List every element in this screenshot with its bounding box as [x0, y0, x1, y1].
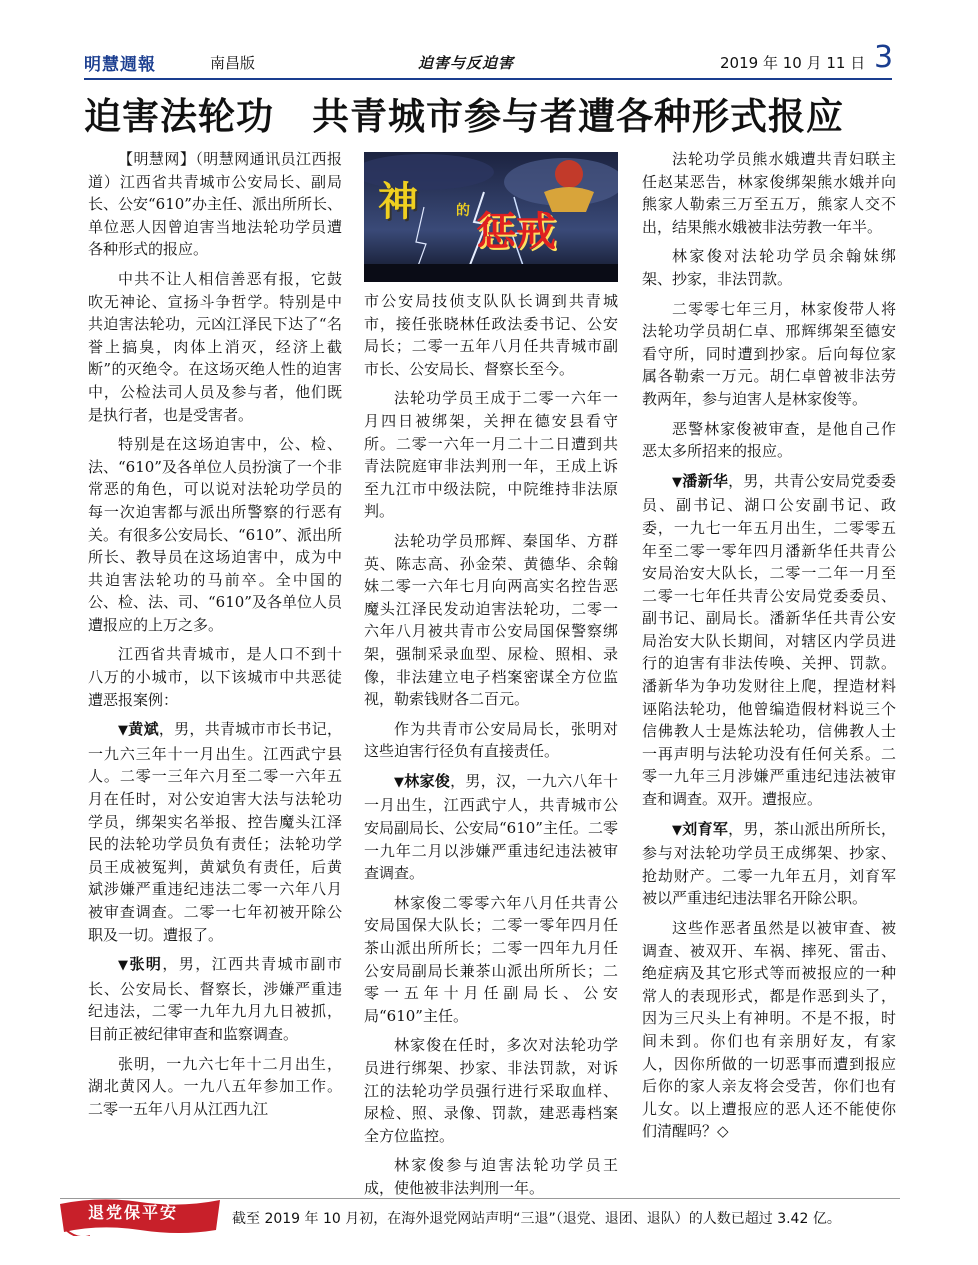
- issue-date: 2019 年 10 月 11 日: [720, 54, 866, 72]
- paragraph: 市公安局技侦支队队长调到共青城市，接任张晓林任政法委书记、公安局长；二零一五年八月任共青城市副市长、公安局长、督察长至今。: [364, 292, 618, 378]
- paragraph: [364, 770, 618, 885]
- masthead: 明慧週報: [84, 55, 156, 75]
- triangle-marker: ▼: [672, 474, 683, 490]
- article-illustration: [364, 152, 618, 282]
- paragraph-text: ，男，汉，一九六八年十一月出生，江西武宁人，共青城市公安局副局长、公安局“610”主任。二零一九年二月以涉嫌严重违纪违法被审查调查。: [364, 771, 618, 883]
- person-name: 刘育军: [682, 819, 729, 838]
- header-rule: [84, 78, 892, 80]
- page-number: 3: [874, 40, 894, 75]
- image-title-char2: 的: [456, 203, 470, 219]
- paragraph: 林家俊二零零六年八月任共青公安局国保大队长；二零一零年四月任茶山派出所所长；二零一四年九月任公安局副局长兼茶山派出所所长；二零一五年十月任副局长、公安局“610”主任。: [364, 893, 618, 1025]
- image-title-char3: 惩戒: [476, 209, 556, 255]
- paragraph: 法轮功学员王成于二零一六年一月四日被绑架，关押在德安县看守所。二零一六年一月二十二日遭到共青法院庭审非法判刑一年，王成上诉至九江市中级法院，中院维持非法原判。: [364, 389, 618, 521]
- image-title-char1: 神: [378, 179, 418, 225]
- paragraph: 二零零七年三月，林家俊带人将法轮功学员胡仁卓、邢辉绑架至德安看守所，同时遭到抄家。后向每位家属各勒索一万元。胡仁卓曾被非法劳教两年，参与迫害人是林家俊等。: [642, 299, 896, 408]
- paragraph-text: ，男，茶山派出所所长，参与对法轮功学员王成绑架、抄家、抢劫财产。二零一九年五月，刘育军被以严重违纪违法罪名开除公职。: [642, 819, 896, 908]
- paragraph: 张明，一九六七年十二月出生，湖北黄冈人。一九八五年参加工作。二零一五年八月从江西九江: [88, 1054, 342, 1118]
- paragraph: [88, 953, 342, 1045]
- paragraph: 江西省共青城市，是人口不到十八万的小城市，以下该城市中共恶徒遭恶报案例：: [88, 645, 342, 709]
- paragraph-text: ，男，共青公安局党委委员、副书记、湖口公安副书记、政委，一九七一年五月出生，二零零五年至二零一零年四月潘新华任共青公安局治安大队长，二零一二年一月至二零一七年任共青公安局党委委员、副书记、副局长。潘新华任共青公安局治安大队长期间，对辖区内学员进行的迫害有非法传唤、关押、罚款。潘新华为争功发财往上爬，捏造材料诬陷法轮功，他曾编造假材料说三个信佛教人士是炼法轮功，信佛教人士一再声明与法轮功没有任何关系。二零一九年三月涉嫌严重违纪违法被审查和调查。双开。遭报应。: [642, 471, 896, 809]
- paragraph: 【明慧网】（明慧网通讯员江西报道）江西省共青城市公安局长、副局长、公安“610”办主任、派出所所长、单位恶人因曾迫害当地法轮功学员遭各种形式的报应。: [88, 150, 342, 259]
- triangle-marker: ▼: [394, 774, 405, 790]
- article-column-1: [88, 148, 342, 1127]
- footer-note: 截至 2019 年 10 月初，在海外退党网站声明“三退”（退党、退团、退队）的人数已超过 3.42 亿。: [232, 1211, 841, 1227]
- banner-label: 退党保平安: [88, 1203, 179, 1222]
- paragraph: 中共不让人相信善恶有报，它鼓吹无神论、宣扬斗争哲学。特别是中共迫害法轮功，元凶江泽民下达了“名誉上搞臭，肉体上消灭，经济上截断”的灭绝令。在这场灭绝人性的迫害中，公检法司人员及参与者，他们既是执行者，也是受害者。: [88, 269, 342, 424]
- triangle-marker: ▼: [118, 958, 130, 974]
- person-name: 林家俊: [404, 771, 451, 790]
- paragraph: [88, 718, 342, 946]
- paragraph: 法轮功学员邢辉、秦国华、方群英、陈志高、孙金荣、黄德华、余翰妹二零一六年七月向两高实名控告恶魔头江泽民发动迫害法轮功，二零一六年八月被共青市公安局国保警察绑架，强制采录血型、尿检、照相、录像，非法建立电子档案密谋全方位监视，勒索钱财各二百元。: [364, 531, 618, 709]
- section-title: 迫害与反迫害: [418, 54, 515, 72]
- person-name: 潘新华: [682, 471, 729, 490]
- paragraph: 恶警林家俊被审查，是他自己作恶太多所招来的报应。: [642, 419, 896, 461]
- paragraph: 特别是在这场迫害中，公、检、法、“610”及各单位人员扮演了一个非常恶的角色，可以说对法轮功学员的每一次迫害都与派出所警察的行恶有关。有很多公安局长、“610”、派出所所长、教导员在这场迫害中，成为中共迫害法轮功的马前卒。全中国的公、检、法、司、“610”及各单位人员遭报应的上万之多。: [88, 435, 342, 634]
- article-headline: 迫害法轮功 共青城市参与者遭各种形式报应: [84, 94, 844, 138]
- person-name: 黄斌: [128, 720, 159, 739]
- paragraph: [642, 470, 896, 811]
- paragraph: 林家俊在任时，多次对法轮功学员进行绑架、抄家、非法罚款，对诉江的法轮功学员强行进行采取血样、尿检、照、录像、罚款，建恶毒档案全方位监控。: [364, 1036, 618, 1145]
- paragraph: 作为共青市公安局局长，张明对这些迫害行径负有直接责任。: [364, 719, 618, 761]
- article-column-2: [364, 290, 618, 1207]
- page-header: [84, 40, 894, 75]
- paragraph: [642, 818, 896, 910]
- paragraph: 法轮功学员熊水娥遭共青妇联主任赵某恶告，林家俊绑架熊水娥并向熊家人勒索三万至五万，熊家人交不出，结果熊水娥被非法劳教一年半。: [642, 150, 896, 236]
- triangle-marker: ▼: [118, 723, 129, 739]
- triangle-marker: ▼: [672, 822, 683, 838]
- paragraph: 林家俊对法轮功学员余翰妹绑架、抄家，非法罚款。: [642, 247, 896, 288]
- article-column-3: [642, 148, 896, 1150]
- edition-label: 南昌版: [210, 54, 256, 72]
- person-name: 张明: [129, 955, 163, 974]
- paragraph-text: ，男，江西共青城市副市长、公安局长、督察长，涉嫌严重违纪违法，二零一九年九月九日被抓，目前正被纪律审查和监察调查。: [88, 955, 342, 1043]
- paragraph: 林家俊参与迫害法轮功学员王成，使他被非法判刑一年。: [364, 1156, 618, 1197]
- paragraph: 这些作恶者虽然是以被审查、被调查、被双开、车祸、摔死、雷击、绝症病及其它形式等而被报应的一种常人的表现形式，都是作恶到头了，因为三尺头上有神明。不是不报，时间未到。你们也有亲朋好友，有家人，因你所做的一切恶事而遭到报应后你的家人亲友将会受苦，你们也有儿女。以上遭报应的恶人还不能使你们清醒吗？◇: [642, 919, 896, 1141]
- paragraph-text: ，男，共青城市市长书记，一九六三年十一月出生。江西武宁县人。二零一三年六月至二零一六年五月在任时，对公安迫害大法与法轮功学员，绑架实名举报、控告魔头江泽民的法轮功学员负有责任；法轮功学员王成被冤判，黄斌负有责任，后黄斌涉嫌严重违纪违法二零一六年八月被审查调查。二零一七年初被开除公职及一切。遭报了。: [88, 720, 342, 944]
